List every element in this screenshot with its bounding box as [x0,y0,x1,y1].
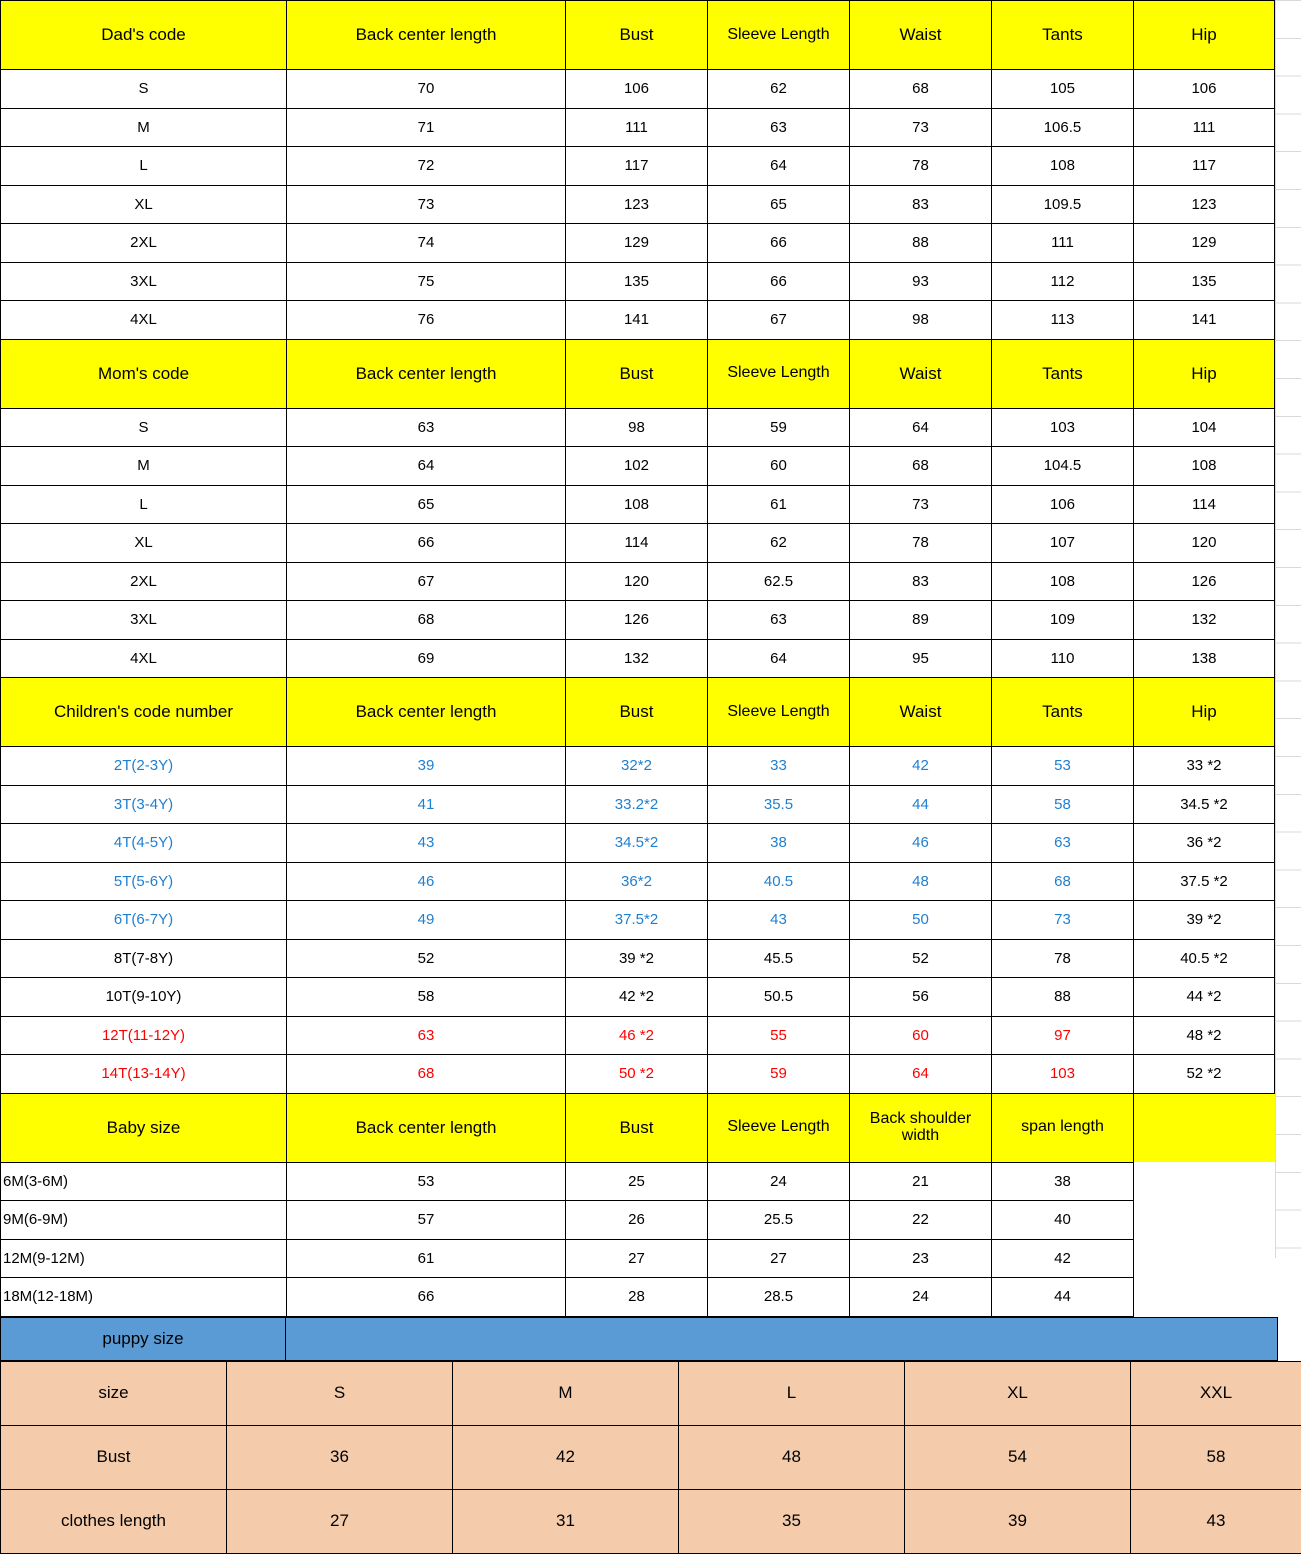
cell-clothes-length-m: 31 [453,1489,679,1553]
dad-header-back-center-length: Back center length [287,1,566,70]
table-row [1,939,1275,978]
cell-sleeve-length: 61 [707,485,849,524]
cell-bust: 42 *2 [565,978,707,1017]
cell-span-length: 38 [991,1162,1133,1201]
cell-size: S [1,408,287,447]
puppy-header-size: size [1,1361,227,1425]
cell-size: 8T(7-8Y) [1,939,287,978]
cell-tants: 105 [991,70,1133,109]
table-row [1,601,1275,640]
cell-bust: 123 [565,185,707,224]
cell-size: XL [1,185,287,224]
baby-header-sleeve-length: Sleeve Length [707,1093,849,1162]
cell-back-center-length: 69 [287,639,566,678]
cell-sleeve-length: 66 [707,262,849,301]
mom-header-tants: Tants [991,339,1133,408]
cell-waist: 98 [849,301,991,340]
cell-size: L [1,485,287,524]
table-row [1,978,1275,1017]
cell-tants: 68 [991,862,1133,901]
cell-back-center-length: 71 [287,108,566,147]
cell-tants: 58 [991,785,1133,824]
baby-header-bust: Bust [565,1093,707,1162]
cell-hip: 108 [1133,447,1274,486]
table-row [1,185,1275,224]
cell-size: 4XL [1,639,287,678]
table-row [1,408,1275,447]
cell-size: S [1,70,287,109]
cell-size: 3XL [1,601,287,640]
cell-size: XL [1,524,287,563]
cell-back-center-length: 75 [287,262,566,301]
cell-back-center-length: 70 [287,70,566,109]
cell-back-center-length: 49 [287,901,566,940]
cell-back-center-length: 52 [287,939,566,978]
cell-tants: 103 [991,408,1133,447]
spreadsheet-gridline-edge [1275,0,1276,1258]
cell-back-center-length: 39 [287,747,566,786]
table-row [1,1162,1275,1201]
cell-size: 18M(12-18M) [1,1278,287,1317]
cell-tants: 103 [991,1055,1133,1094]
children-header-hip: Hip [1133,678,1274,747]
cell-bust-s: 36 [227,1425,453,1489]
cell-back-center-length: 41 [287,785,566,824]
baby-header-row [1,1093,1275,1162]
cell-tants: 108 [991,147,1133,186]
cell-hip: 135 [1133,262,1274,301]
children-header-code: Children's code number [1,678,287,747]
cell-sleeve-length: 64 [707,147,849,186]
cell-waist: 52 [849,939,991,978]
table-row [1,70,1275,109]
cell-bust: 132 [565,639,707,678]
cell-size: M [1,447,287,486]
cell-size: M [1,108,287,147]
children-header-back-center-length: Back center length [287,678,566,747]
cell-waist: 93 [849,262,991,301]
cell-back-center-length: 64 [287,447,566,486]
mom-header-hip: Hip [1133,339,1274,408]
cell-bust-m: 42 [453,1425,679,1489]
cell-span-length: 40 [991,1201,1133,1240]
cell-hip: 48 *2 [1133,1016,1274,1055]
cell-tants: 97 [991,1016,1133,1055]
puppy-size-band [0,1317,1278,1361]
cell-bust: 37.5*2 [565,901,707,940]
cell-back-center-length: 65 [287,485,566,524]
cell-waist: 68 [849,447,991,486]
cell-waist: 78 [849,524,991,563]
cell-bust-xxl: 58 [1131,1425,1301,1489]
cell-back-center-length: 61 [287,1239,566,1278]
cell-tants: 53 [991,747,1133,786]
mom-header-waist: Waist [849,339,991,408]
cell-size: 10T(9-10Y) [1,978,287,1017]
cell-sleeve-length: 28.5 [707,1278,849,1317]
cell-back-center-length: 76 [287,301,566,340]
cell-size: 3XL [1,262,287,301]
mom-header-row [1,339,1275,408]
cell-waist: 73 [849,485,991,524]
dad-header-row [1,1,1275,70]
cell-bust: 106 [565,70,707,109]
cell-clothes-length-s: 27 [227,1489,453,1553]
cell-bust: 33.2*2 [565,785,707,824]
cell-waist: 56 [849,978,991,1017]
cell-hip: 126 [1133,562,1274,601]
mom-header-sleeve-length: Sleeve Length [707,339,849,408]
cell-hip: 33 *2 [1133,747,1274,786]
cell-hip: 132 [1133,601,1274,640]
cell-waist: 89 [849,601,991,640]
cell-hip: 141 [1133,301,1274,340]
cell-waist: 83 [849,562,991,601]
cell-bust: 39 *2 [565,939,707,978]
cell-hip: 120 [1133,524,1274,563]
table-row [1,108,1275,147]
cell-bust: 129 [565,224,707,263]
cell-tants: 109 [991,601,1133,640]
cell-hip: 138 [1133,639,1274,678]
puppy-header-xxl: XXL [1131,1361,1301,1425]
cell-sleeve-length: 63 [707,601,849,640]
cell-sleeve-length: 64 [707,639,849,678]
table-row [1,824,1275,863]
cell-sleeve-length: 55 [707,1016,849,1055]
cell-sleeve-length: 43 [707,901,849,940]
cell-waist: 64 [849,408,991,447]
table-row [1,562,1275,601]
table-row [1,1201,1275,1240]
cell-size: 5T(5-6Y) [1,862,287,901]
cell-hip: 117 [1133,147,1274,186]
cell-sleeve-length: 62 [707,70,849,109]
cell-sleeve-length: 65 [707,185,849,224]
table-row [1,262,1275,301]
cell-size: L [1,147,287,186]
cell-back-center-length: 74 [287,224,566,263]
children-header-row [1,678,1275,747]
cell-size: 6T(6-7Y) [1,901,287,940]
cell-tants: 108 [991,562,1133,601]
cell-size: 12M(9-12M) [1,1239,287,1278]
cell-hip: 40.5 *2 [1133,939,1274,978]
cell-sleeve-length: 62.5 [707,562,849,601]
cell-back-center-length: 73 [287,185,566,224]
cell-back-center-length: 63 [287,1016,566,1055]
puppy-header-row [1,1361,1301,1425]
cell-back-shoulder-width: 24 [849,1278,991,1317]
table-row [1,1425,1301,1489]
cell-tants: 106 [991,485,1133,524]
cell-bust: 25 [565,1162,707,1201]
cell-back-center-length: 66 [287,1278,566,1317]
puppy-size-table [0,1361,1301,1554]
cell-back-center-length: 68 [287,1055,566,1094]
dad-header-sleeve-length: Sleeve Length [707,1,849,70]
dad-header-tants: Tants [991,1,1133,70]
cell-clothes-length-l: 35 [679,1489,905,1553]
baby-header-back-shoulder-width: Back shoulder width [849,1093,991,1162]
mom-header-code: Mom's code [1,339,287,408]
cell-size: 4XL [1,301,287,340]
cell-back-center-length: 66 [287,524,566,563]
cell-span-length: 44 [991,1278,1133,1317]
cell-sleeve-length: 67 [707,301,849,340]
cell-sleeve-length: 27 [707,1239,849,1278]
cell-empty [1133,1278,1274,1317]
cell-sleeve-length: 59 [707,408,849,447]
cell-bust: 27 [565,1239,707,1278]
cell-bust: 26 [565,1201,707,1240]
cell-waist: 48 [849,862,991,901]
cell-waist: 64 [849,1055,991,1094]
cell-bust: 46 *2 [565,1016,707,1055]
cell-tants: 104.5 [991,447,1133,486]
cell-size: 2XL [1,562,287,601]
cell-hip: 36 *2 [1133,824,1274,863]
cell-hip: 106 [1133,70,1274,109]
cell-bust: 28 [565,1278,707,1317]
dad-header-hip: Hip [1133,1,1274,70]
cell-bust: 135 [565,262,707,301]
cell-sleeve-length: 35.5 [707,785,849,824]
mom-header-back-center-length: Back center length [287,339,566,408]
cell-empty [1133,1162,1274,1201]
cell-sleeve-length: 25.5 [707,1201,849,1240]
cell-waist: 46 [849,824,991,863]
cell-size: 14T(13-14Y) [1,1055,287,1094]
baby-header-size: Baby size [1,1093,287,1162]
cell-hip: 34.5 *2 [1133,785,1274,824]
cell-tants: 73 [991,901,1133,940]
cell-tants: 110 [991,639,1133,678]
cell-tants: 109.5 [991,185,1133,224]
cell-hip: 114 [1133,485,1274,524]
puppy-header-s: S [227,1361,453,1425]
cell-back-shoulder-width: 21 [849,1162,991,1201]
table-row [1,447,1275,486]
cell-bust: 111 [565,108,707,147]
table-row [1,1278,1275,1317]
cell-back-center-length: 58 [287,978,566,1017]
cell-waist: 42 [849,747,991,786]
cell-bust-l: 48 [679,1425,905,1489]
cell-bust: 114 [565,524,707,563]
cell-row-label: Bust [1,1425,227,1489]
dad-header-code: Dad's code [1,1,287,70]
cell-waist: 60 [849,1016,991,1055]
table-row [1,747,1275,786]
table-row [1,524,1275,563]
cell-tants: 112 [991,262,1133,301]
table-row [1,1489,1301,1553]
cell-bust: 117 [565,147,707,186]
cell-back-center-length: 43 [287,824,566,863]
cell-size: 2XL [1,224,287,263]
puppy-header-l: L [679,1361,905,1425]
cell-sleeve-length: 50.5 [707,978,849,1017]
table-row [1,785,1275,824]
cell-back-center-length: 46 [287,862,566,901]
table-row [1,224,1275,263]
cell-waist: 83 [849,185,991,224]
cell-back-center-length: 68 [287,601,566,640]
cell-waist: 73 [849,108,991,147]
cell-sleeve-length: 24 [707,1162,849,1201]
baby-header-back-center-length: Back center length [287,1093,566,1162]
cell-bust: 32*2 [565,747,707,786]
table-row [1,1239,1275,1278]
cell-size: 3T(3-4Y) [1,785,287,824]
cell-back-center-length: 72 [287,147,566,186]
cell-hip: 52 *2 [1133,1055,1274,1094]
cell-bust: 126 [565,601,707,640]
cell-empty [1133,1239,1274,1278]
cell-hip: 129 [1133,224,1274,263]
cell-size: 12T(11-12Y) [1,1016,287,1055]
dad-header-bust: Bust [565,1,707,70]
cell-bust-xl: 54 [905,1425,1131,1489]
children-header-bust: Bust [565,678,707,747]
cell-bust: 34.5*2 [565,824,707,863]
cell-waist: 95 [849,639,991,678]
cell-span-length: 42 [991,1239,1133,1278]
cell-row-label: clothes length [1,1489,227,1553]
cell-hip: 37.5 *2 [1133,862,1274,901]
cell-waist: 50 [849,901,991,940]
cell-size: 2T(2-3Y) [1,747,287,786]
cell-bust: 120 [565,562,707,601]
cell-back-center-length: 57 [287,1201,566,1240]
mom-header-bust: Bust [565,339,707,408]
cell-tants: 113 [991,301,1133,340]
dad-header-waist: Waist [849,1,991,70]
cell-hip: 39 *2 [1133,901,1274,940]
table-row [1,485,1275,524]
cell-tants: 111 [991,224,1133,263]
cell-sleeve-length: 33 [707,747,849,786]
cell-sleeve-length: 66 [707,224,849,263]
cell-bust: 36*2 [565,862,707,901]
cell-hip: 44 *2 [1133,978,1274,1017]
cell-sleeve-length: 60 [707,447,849,486]
table-row [1,301,1275,340]
cell-sleeve-length: 62 [707,524,849,563]
cell-sleeve-length: 45.5 [707,939,849,978]
cell-bust: 108 [565,485,707,524]
table-row [1,901,1275,940]
cell-back-center-length: 63 [287,408,566,447]
cell-hip: 104 [1133,408,1274,447]
cell-tants: 106.5 [991,108,1133,147]
baby-header-span-length: span length [991,1093,1133,1162]
children-header-sleeve-length: Sleeve Length [707,678,849,747]
cell-back-shoulder-width: 22 [849,1201,991,1240]
cell-bust: 102 [565,447,707,486]
cell-tants: 107 [991,524,1133,563]
cell-hip: 123 [1133,185,1274,224]
cell-bust: 141 [565,301,707,340]
cell-waist: 68 [849,70,991,109]
puppy-header-xl: XL [905,1361,1131,1425]
puppy-header-m: M [453,1361,679,1425]
cell-clothes-length-xxl: 43 [1131,1489,1301,1553]
cell-back-center-length: 67 [287,562,566,601]
cell-waist: 88 [849,224,991,263]
cell-bust: 50 *2 [565,1055,707,1094]
table-row [1,1016,1275,1055]
table-row [1,1055,1275,1094]
cell-sleeve-length: 40.5 [707,862,849,901]
cell-tants: 78 [991,939,1133,978]
cell-sleeve-length: 38 [707,824,849,863]
cell-size: 6M(3-6M) [1,1162,287,1201]
table-row [1,639,1275,678]
puppy-size-label: puppy size [1,1317,286,1360]
cell-size: 9M(6-9M) [1,1201,287,1240]
cell-tants: 88 [991,978,1133,1017]
cell-hip: 111 [1133,108,1274,147]
children-header-waist: Waist [849,678,991,747]
cell-empty [1133,1201,1274,1240]
puppy-band-filler [286,1317,1278,1360]
cell-back-shoulder-width: 23 [849,1239,991,1278]
children-header-tants: Tants [991,678,1133,747]
cell-waist: 78 [849,147,991,186]
spreadsheet-gridlines [1275,0,1301,1258]
cell-clothes-length-xl: 39 [905,1489,1131,1553]
cell-bust: 98 [565,408,707,447]
cell-size: 4T(4-5Y) [1,824,287,863]
baby-header-empty [1133,1093,1274,1162]
table-row [1,147,1275,186]
cell-sleeve-length: 63 [707,108,849,147]
table-row [1,862,1275,901]
cell-back-center-length: 53 [287,1162,566,1201]
cell-sleeve-length: 59 [707,1055,849,1094]
cell-tants: 63 [991,824,1133,863]
cell-waist: 44 [849,785,991,824]
